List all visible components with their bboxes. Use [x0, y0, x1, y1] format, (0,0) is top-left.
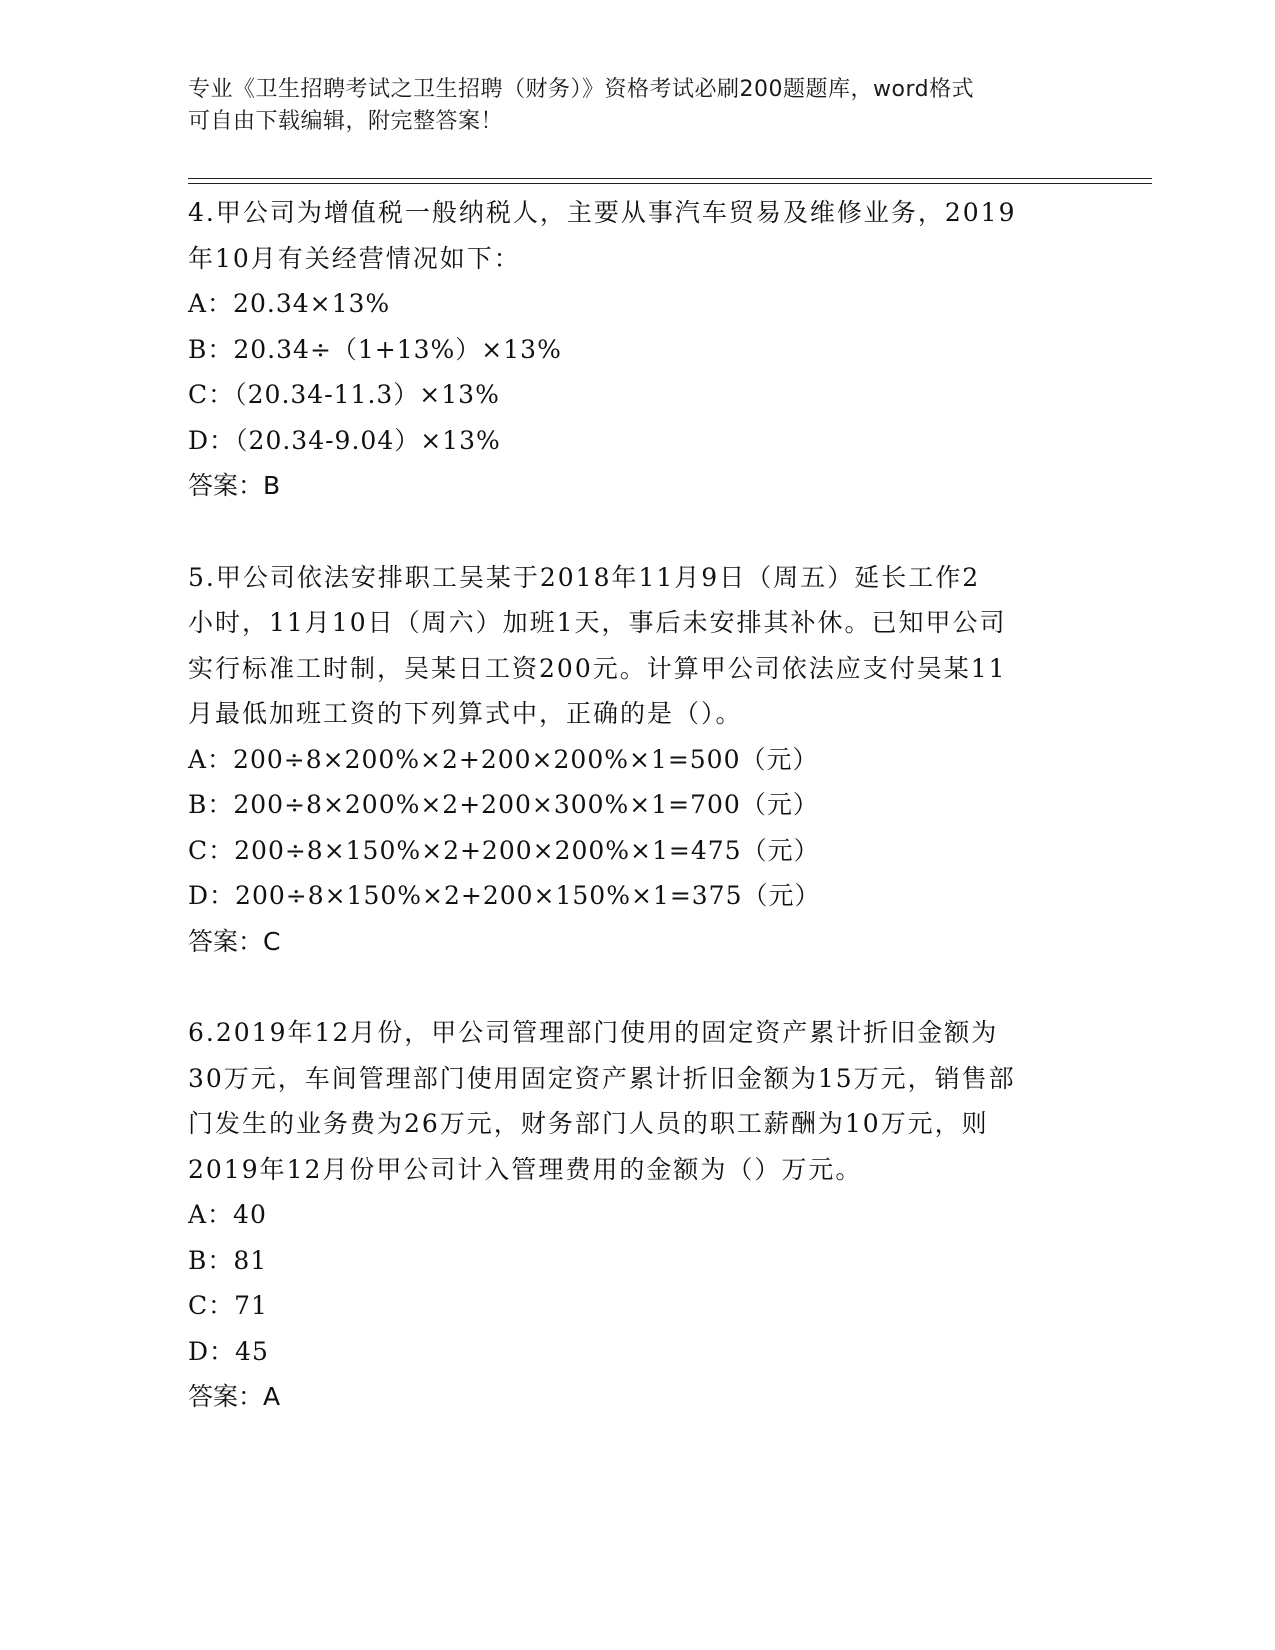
question-stem: 5.甲公司依法安排职工吴某于2018年11月9日（周五）延长工作2 — [188, 562, 981, 592]
question-stem: 30万元，车间管理部门使用固定资产累计折旧金额为15万元，销售部 — [188, 1063, 1016, 1093]
question-5 — [188, 555, 1088, 965]
question-stem: 4.甲公司为增值税一般纳税人，主要从事汽车贸易及维修业务，2019 — [188, 198, 1017, 227]
question-stem: 门发生的业务费为26万元，财务部门人员的职工薪酬为10万元，则 — [188, 1109, 989, 1138]
question-stem: 月最低加班工资的下列算式中，正确的是（）。 — [188, 699, 743, 728]
option-c: C：200÷8×150%×2+200×200%×1=475（元） — [188, 835, 820, 865]
option-b: B：81 — [188, 1245, 268, 1275]
answer-label: 答案：B — [188, 471, 281, 500]
option-b: B：200÷8×200%×2+200×300%×1=700（元） — [188, 790, 819, 819]
option-d: D：200÷8×150%×2+200×150%×1=375（元） — [188, 881, 821, 910]
option-a: A：40 — [188, 1200, 267, 1229]
answer-label: 答案：C — [188, 926, 281, 956]
question-list — [188, 190, 1088, 1420]
question-4 — [188, 190, 1088, 509]
question-stem: 2019年12月份甲公司计入管理费用的金额为（）万元。 — [188, 1154, 863, 1184]
option-c: C：71 — [188, 1291, 268, 1320]
question-stem: 年10月有关经营情况如下： — [188, 243, 521, 273]
question-6 — [188, 1010, 1088, 1420]
question-stem: 实行标准工时制，吴某日工资200元。计算甲公司依法应支付吴某11 — [188, 653, 1007, 683]
header-divider — [188, 178, 1152, 179]
question-stem: 小时，11月10日（周六）加班1天，事后未安排其补休。已知甲公司 — [188, 608, 1007, 637]
header-line: 可自由下载编辑，附完整答案！ — [188, 109, 504, 134]
answer-label: 答案：A — [188, 1382, 281, 1411]
header-line: 专业《卫生招聘考试之卫生招聘（财务）》资格考试必刷200题题库，word格式 — [188, 77, 975, 102]
question-stem: 6.2019年12月份，甲公司管理部门使用的固定资产累计折旧金额为 — [188, 1018, 999, 1047]
option-b: B：20.34÷（1+13%）×13% — [188, 334, 562, 364]
header-divider — [188, 183, 1152, 184]
option-c: C：（20.34-11.3）×13% — [188, 380, 500, 409]
document-header — [188, 74, 1088, 138]
option-a: A：200÷8×200%×2+200×200%×1=500（元） — [188, 744, 819, 774]
option-d: D：45 — [188, 1336, 269, 1366]
option-a: A：20.34×13% — [188, 289, 391, 318]
option-d: D：（20.34-9.04）×13% — [188, 425, 501, 455]
